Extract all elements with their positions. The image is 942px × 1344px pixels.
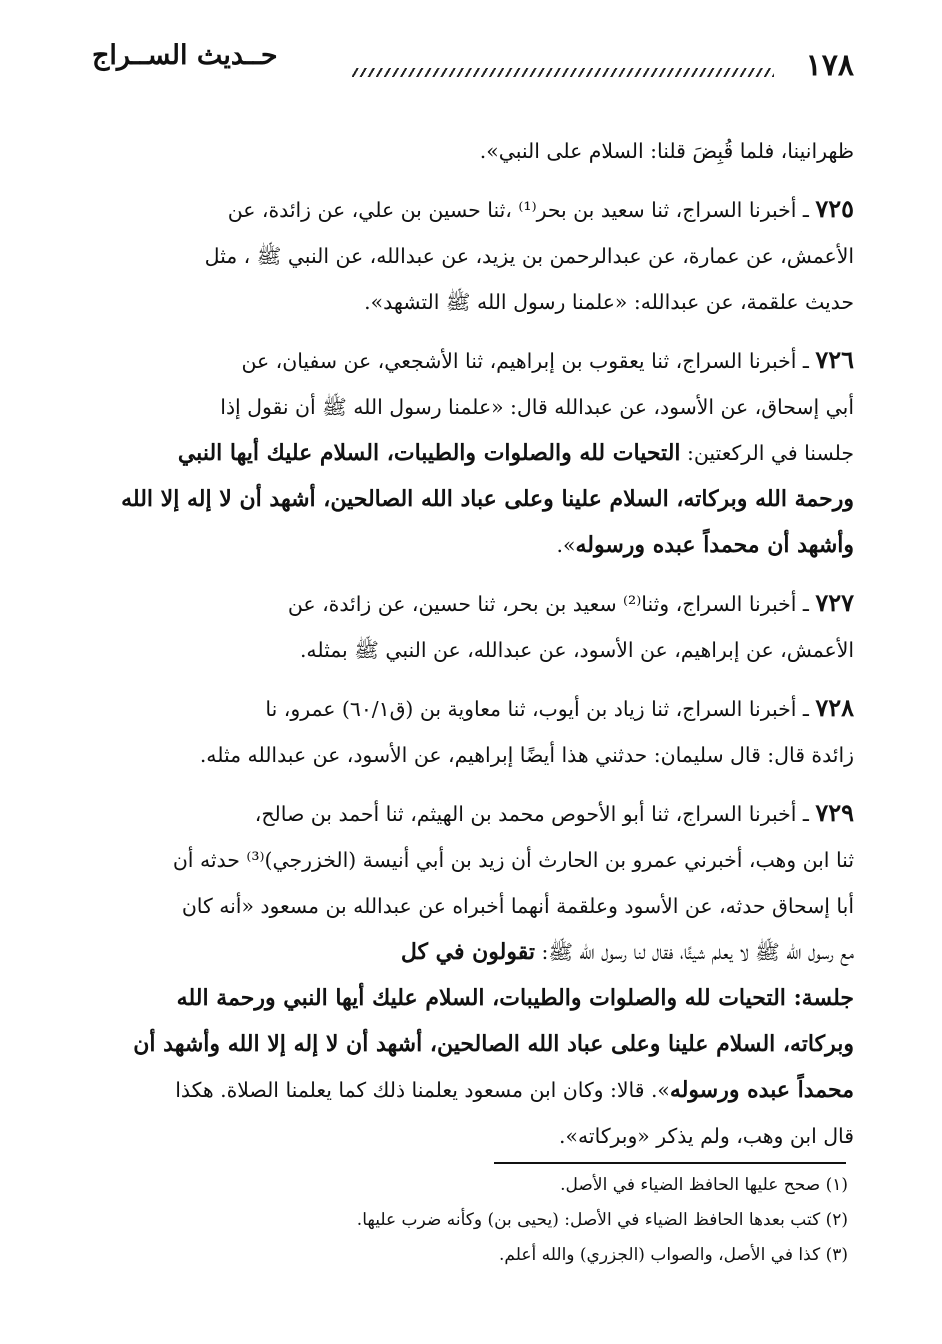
header-ornament-rule: [352, 68, 774, 77]
line-text: ـ أخبرنا السراج، ثنا يعقوب بن إبراهيم، ثنا الأشجعي، عن سفيان، عن: [241, 349, 809, 373]
text-line: ظهرانينا، فلما قُبِضَ قلنا: السلام على النبي».: [479, 139, 854, 163]
text-line: زائدة قال: قال سليمان: حدثني هذا أيضًا إبراهيم، عن الأسود، عن عبدالله مثله.: [199, 743, 854, 767]
hadith-728: [94, 685, 854, 778]
text-line: [94, 430, 854, 476]
hadith-number: ٧٢٦: [815, 345, 854, 374]
text-line: [94, 929, 854, 975]
hadith-725: [94, 186, 854, 325]
text-line: [94, 522, 854, 568]
text-line-bold: جلسة: التحيات لله والصلوات والطيبات، السلام عليك أيها النبي ورحمة الله: [176, 985, 854, 1011]
text-line: الأعمش، عن عمارة، عن عبدالرحمن بن يزيد، عن عبدالله، عن النبي ﷺ ، مثل: [204, 244, 854, 268]
paragraph-continuation: [94, 128, 854, 174]
footnote: (٢) كتب بعدها الحافظ الضياء في الأصل: (يحيى بن) وكأنه ضرب عليها.: [356, 1210, 848, 1230]
hadith-726: [94, 337, 854, 568]
text-line: حديث علقمة، عن عبدالله: «علمنا رسول الله ﷺ التشهد».: [364, 290, 854, 314]
text-line: [94, 1067, 854, 1113]
line-text: ». قالا: وكان ابن مسعود يعلمنا ذلك كما يعلمنا الصلاة. هكذا: [175, 1078, 670, 1102]
bold-text: محمداً عبده ورسوله: [669, 1077, 854, 1103]
line-text: ـ أخبرنا السراج، ثنا سعيد بن بحر⁽¹⁾ ،ثنا حسين بن علي، عن زائدة، عن: [227, 198, 809, 222]
footnote-divider: [494, 1162, 846, 1164]
text-line: [94, 790, 854, 837]
line-text: ».: [556, 533, 576, 557]
hadith-number: ٧٢٨: [815, 693, 854, 722]
footnotes: [94, 1168, 848, 1273]
text-line-bold: وبركاته، السلام علينا وعلى عباد الله الصالحين، أشهد أن لا إله إلا الله وأشهد أن: [133, 1031, 854, 1057]
hadith-number: ٧٢٥: [815, 194, 854, 223]
footnote: (٣) كذا في الأصل، والصواب (الجزري) والله أعلم.: [499, 1245, 848, 1265]
text-line: [94, 580, 854, 627]
text-line: [94, 685, 854, 732]
text-line: قال ابن وهب، ولم يذكر «وبركاته».: [559, 1124, 854, 1148]
text-line: ثنا ابن وهب، أخبرني عمرو بن الحارث أن زيد بن أبي أنيسة (الخزرجي)⁽³⁾ حدثه أن: [172, 848, 854, 872]
bold-text: تقولون في كل: [400, 939, 535, 965]
line-text: ـ أخبرنا السراج، ثنا أبو الأحوص محمد بن الهيثم، ثنا أحمد بن صالح،: [254, 802, 809, 826]
line-text: جلسنا في الركعتين:: [680, 441, 854, 465]
text-line: أبا إسحاق حدثه، عن الأسود وعلقمة أنهما أخبراه عن عبدالله بن مسعود «أنه كان: [181, 894, 854, 918]
text-line: [94, 186, 854, 233]
hadith-729: [94, 790, 854, 1159]
bold-text: التحيات لله والصلوات والطيبات، السلام عليك أيها النبي: [177, 440, 681, 466]
text-line-bold: ورحمة الله وبركاته، السلام علينا وعلى عباد الله الصالحين، أشهد أن لا إله إلا الله: [121, 486, 854, 512]
text-line: [94, 337, 854, 384]
text-line: الأعمش، عن إبراهيم، عن الأسود، عن عبدالله، عن النبي ﷺ بمثله.: [299, 638, 854, 662]
line-text: مع رسول الله ﷺ لا يعلم شيئًا، فقال لنا رسول الله ﷺ:: [534, 940, 854, 964]
bold-text: وأشهد أن محمداً عبده ورسوله: [575, 532, 854, 558]
footnote: (١) صحح عليها الحافظ الضياء في الأصل.: [560, 1175, 848, 1195]
text-line: أبي إسحاق، عن الأسود، عن عبدالله قال: «علمنا رسول الله ﷺ أن نقول إذا: [220, 395, 854, 419]
hadith-727: [94, 580, 854, 673]
page-number: ١٧٨: [805, 48, 854, 83]
line-text: ـ أخبرنا السراج، وثنا⁽²⁾ سعيد بن بحر، ثنا حسين، عن زائدة، عن: [287, 592, 809, 616]
page-header: [80, 40, 854, 84]
main-text: [94, 128, 854, 1171]
line-text: ـ أخبرنا السراج، ثنا زياد بن أيوب، ثنا معاوية بن (ق٦٠/١) عمرو، نا: [265, 697, 809, 721]
hadith-number: ٧٢٧: [815, 588, 854, 617]
running-title: حــديث الســراج: [92, 40, 278, 71]
hadith-number: ٧٢٩: [815, 798, 854, 827]
